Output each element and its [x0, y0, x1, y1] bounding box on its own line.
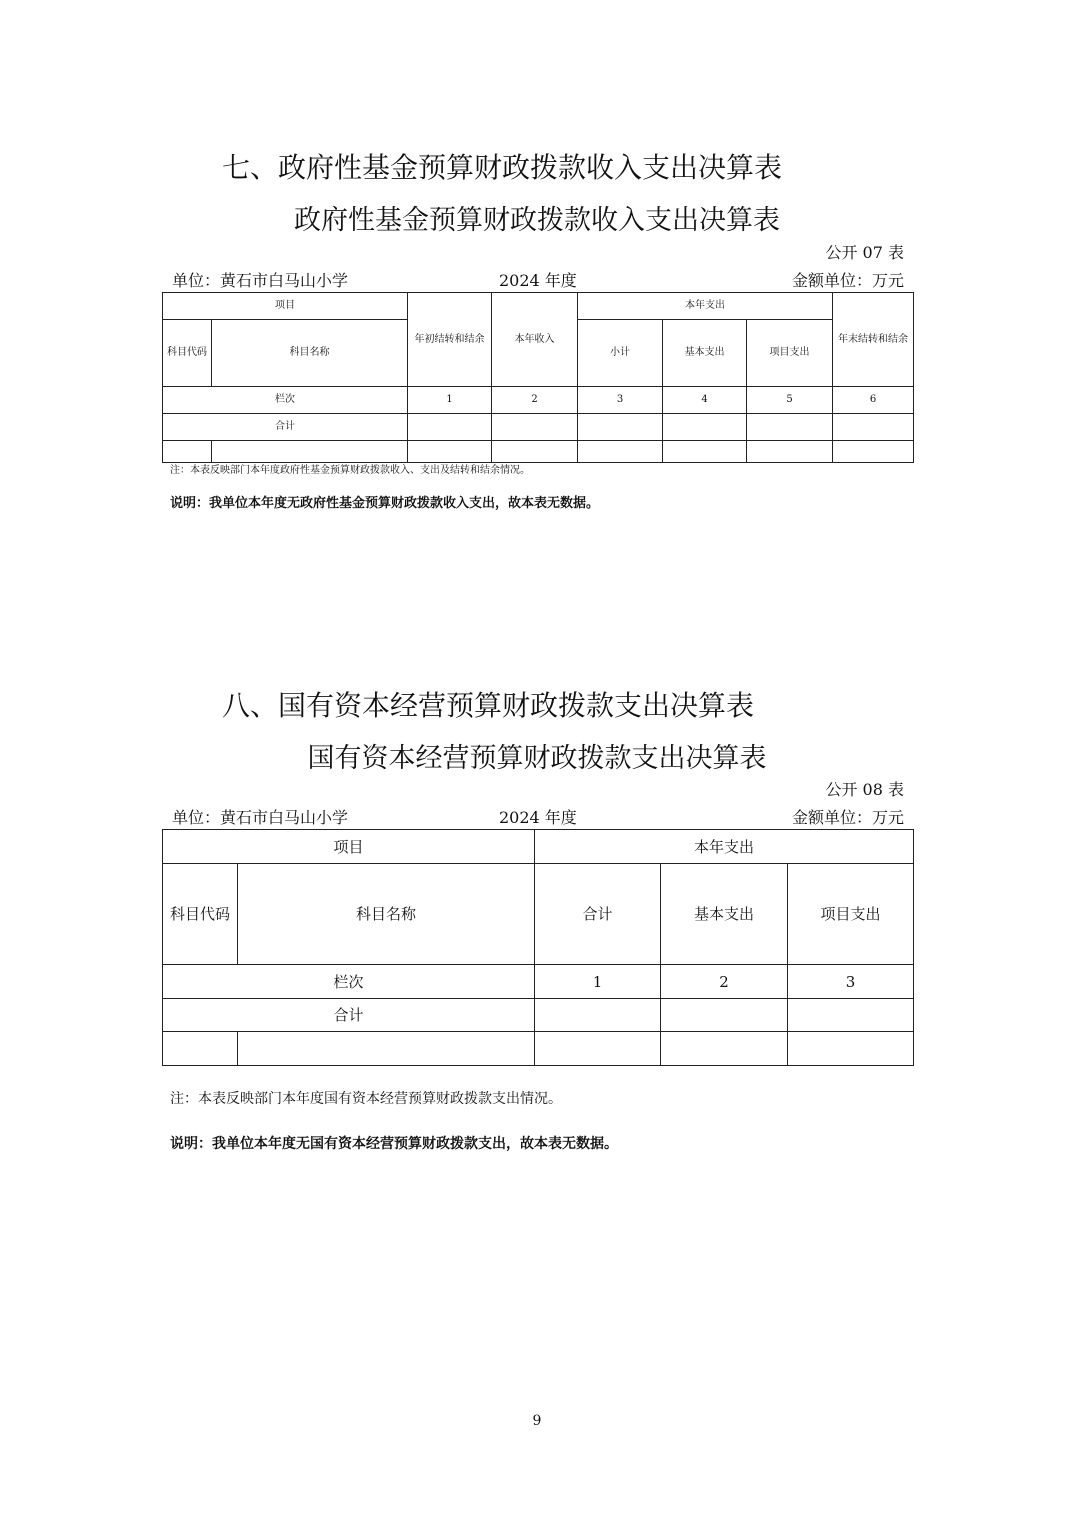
header-opening-balance: 年初结转和结余 [408, 293, 492, 387]
row-index-label: 栏次 [163, 387, 408, 414]
col-number: 2 [661, 965, 788, 999]
section7-year: 2024 年度 [499, 271, 577, 290]
header-basic: 基本支出 [661, 864, 788, 965]
col-number: 4 [663, 387, 747, 414]
header-project: 项目 [163, 830, 535, 864]
col-number: 3 [788, 965, 914, 999]
table-row-index [163, 387, 914, 414]
header-code: 科目代码 [163, 864, 238, 965]
section8-table [162, 829, 914, 1066]
header-expense-group: 本年支出 [578, 293, 833, 320]
section7-amount-unit: 金额单位：万元 [791, 271, 904, 290]
header-code: 科目代码 [163, 320, 212, 387]
section8-unit: 单位：黄石市白马山小学 [172, 808, 349, 827]
header-name: 科目名称 [212, 320, 408, 387]
header-expense-group: 本年支出 [535, 830, 914, 864]
total-label: 合计 [163, 414, 408, 441]
header-closing-balance: 年末结转和结余 [833, 293, 914, 387]
section7-note: 注：本表反映部门本年度政府性基金预算财政拨款收入、支出及结转和结余情况。 [170, 465, 530, 476]
header-basic: 基本支出 [663, 320, 747, 387]
section8-heading: 八、国有资本经营预算财政拨款支出决算表 [222, 689, 755, 722]
section8-form-code: 公开 08 表 [825, 780, 904, 799]
header-project-exp: 项目支出 [788, 864, 914, 965]
table-row-total [163, 414, 914, 441]
header-project: 项目 [163, 293, 408, 320]
header-income: 本年收入 [492, 293, 578, 387]
total-label: 合计 [163, 999, 535, 1032]
header-total: 合计 [535, 864, 661, 965]
section7-explanation: 说明：我单位本年度无政府性基金预算财政拨款收入支出，故本表无数据。 [170, 496, 600, 511]
section7-table [162, 292, 914, 463]
col-number: 6 [833, 387, 914, 414]
col-number: 5 [747, 387, 833, 414]
section8-explanation: 说明：我单位本年度无国有资本经营预算财政拨款支出，故本表无数据。 [170, 1136, 618, 1152]
col-number: 1 [408, 387, 492, 414]
table-row [163, 441, 914, 463]
col-number: 2 [492, 387, 578, 414]
page-number: 9 [532, 1413, 542, 1429]
table-row-total [163, 999, 914, 1032]
header-name: 科目名称 [238, 864, 535, 965]
section7-unit: 单位：黄石市白马山小学 [172, 271, 349, 290]
col-number: 3 [578, 387, 663, 414]
col-number: 1 [535, 965, 661, 999]
table-row-index [163, 965, 914, 999]
section7-table-title: 政府性基金预算财政拨款收入支出决算表 [294, 205, 780, 236]
header-project-exp: 项目支出 [747, 320, 833, 387]
section8-amount-unit: 金额单位：万元 [791, 808, 904, 827]
section7-heading: 七、政府性基金预算财政拨款收入支出决算表 [222, 151, 783, 184]
section8-note: 注：本表反映部门本年度国有资本经营预算财政拨款支出情况。 [170, 1091, 562, 1107]
row-index-label: 栏次 [163, 965, 535, 999]
table-row [163, 1032, 914, 1066]
header-subtotal: 小计 [578, 320, 663, 387]
section8-table-title: 国有资本经营预算财政拨款支出决算表 [307, 743, 767, 774]
section7-form-code: 公开 07 表 [825, 243, 904, 262]
section8-year: 2024 年度 [499, 808, 577, 827]
